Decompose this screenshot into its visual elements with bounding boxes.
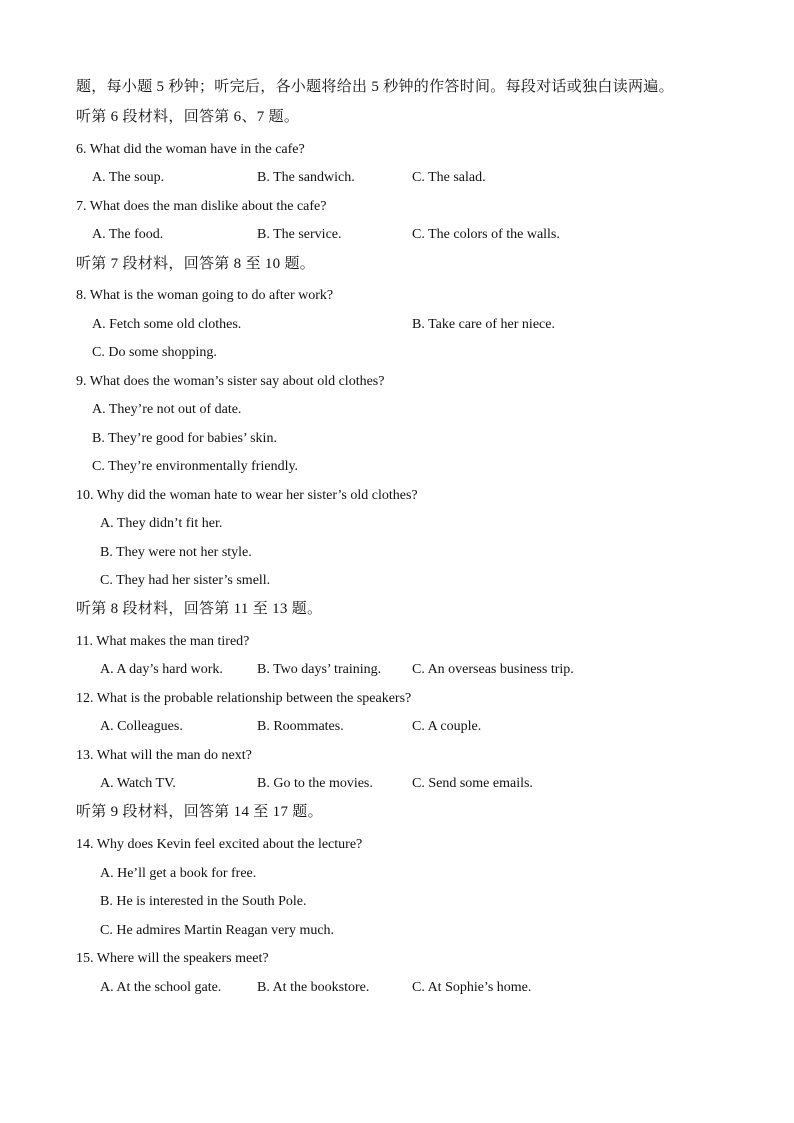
option-a: A. The food. [92,227,164,242]
option-a: A. A day’s hard work. [100,662,223,677]
option-c: C. They had her sister’s smell. [100,573,271,588]
option-row [0,169,794,187]
option-c: C. The salad. [412,170,486,185]
option-a: A. The soup. [92,170,165,185]
option-row [0,316,794,334]
option-a: A. They’re not out of date. [92,402,242,417]
option-a: A. They didn’t fit her. [100,516,223,531]
intro-line: 题，每小题 5 秒钟；听完后，各小题将给出 5 秒钟的作答时间。每段对话或独白读两遍。 [76,79,674,95]
option-row [0,661,794,679]
option-b: B. Two days’ training. [257,662,382,677]
option-b: B. They’re good for babies’ skin. [92,431,277,446]
option-b: B. Take care of her niece. [412,317,555,332]
option-a: A. Colleagues. [100,719,183,734]
option-row [0,718,794,736]
question-text: 14. Why does Kevin feel excited about the lecture? [76,837,363,852]
option-b: B. The sandwich. [257,170,355,185]
option-c: C. They’re environmentally friendly. [92,459,299,474]
section-heading: 听第 9 段材料，回答第 14 至 17 题。 [76,804,323,820]
option-b: B. He is interested in the South Pole. [100,894,307,909]
section-heading: 听第 8 段材料，回答第 11 至 13 题。 [76,601,323,617]
option-a: A. At the school gate. [100,980,222,995]
option-a: A. Watch TV. [100,776,176,791]
option-c: C. A couple. [412,719,482,734]
option-a: A. He’ll get a book for free. [100,866,257,881]
question-text: 8. What is the woman going to do after work? [76,288,334,303]
option-b: B. Roommates. [257,719,344,734]
option-c: C. Do some shopping. [92,345,217,360]
option-b: B. Go to the movies. [257,776,373,791]
question-text: 12. What is the probable relationship between the speakers? [76,691,412,706]
section-heading: 听第 7 段材料，回答第 8 至 10 题。 [76,256,316,272]
question-text: 11. What makes the man tired? [76,634,250,649]
option-c: C. Send some emails. [412,776,533,791]
option-b: B. They were not her style. [100,545,252,560]
question-text: 13. What will the man do next? [76,748,252,763]
question-text: 9. What does the woman’s sister say about old clothes? [76,374,385,389]
option-b: B. At the bookstore. [257,980,370,995]
option-c: C. He admires Martin Reagan very much. [100,923,335,938]
option-c: C. At Sophie’s home. [412,980,532,995]
section-heading: 听第 6 段材料，回答第 6、7 题。 [76,109,300,125]
option-c: C. The colors of the walls. [412,227,560,242]
question-text: 10. Why did the woman hate to wear her sister’s old clothes? [76,488,418,503]
question-text: 7. What does the man dislike about the cafe? [76,199,327,214]
option-c: C. An overseas business trip. [412,662,574,677]
option-row [0,775,794,793]
option-row [0,979,794,997]
option-row [0,226,794,244]
question-text: 6. What did the woman have in the cafe? [76,142,305,157]
option-a: A. Fetch some old clothes. [92,317,242,332]
option-b: B. The service. [257,227,342,242]
question-text: 15. Where will the speakers meet? [76,951,269,966]
